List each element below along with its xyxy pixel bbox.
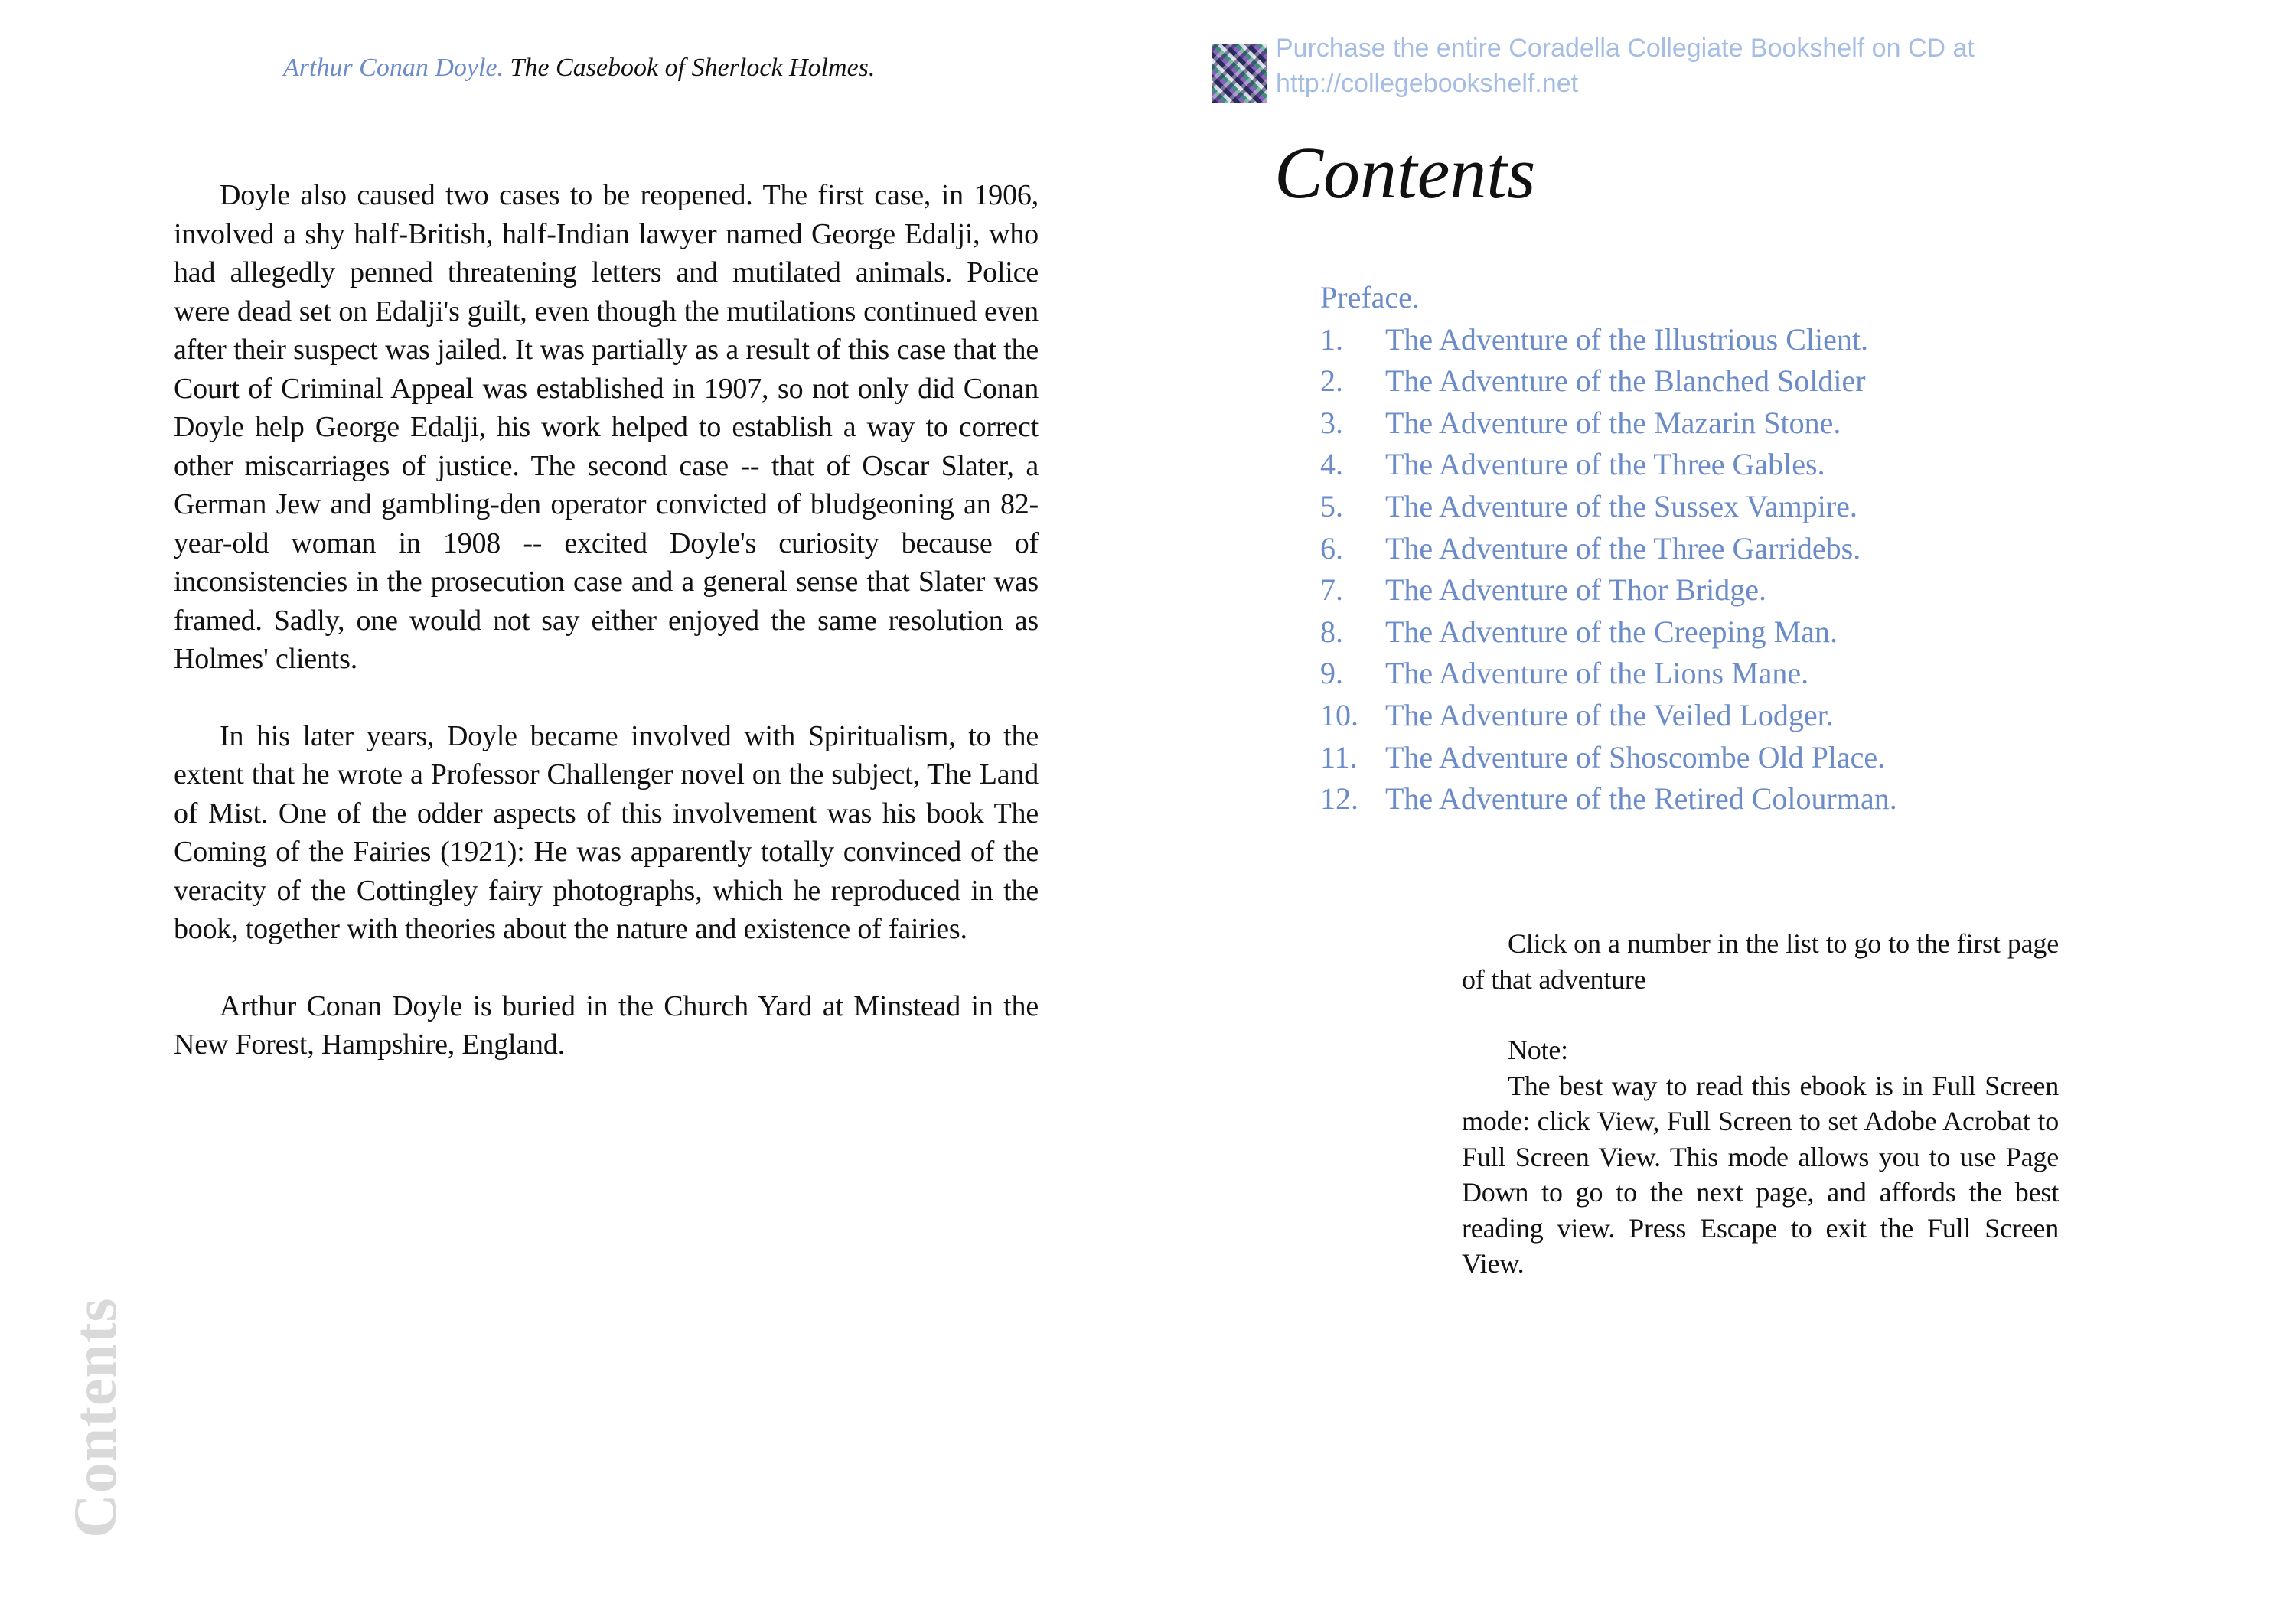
toc-item-number[interactable]: 6.: [1320, 530, 1343, 566]
running-header: [283, 54, 875, 83]
toc-item-label: The Adventure of the Sussex Vampire.: [1385, 488, 1857, 523]
toc-item-8[interactable]: [1320, 611, 1897, 654]
reading-instructions: [1462, 926, 2059, 1282]
right-page: [1148, 0, 2296, 1607]
toc-item-number[interactable]: 1.: [1320, 321, 1343, 357]
toc-item-number[interactable]: 11.: [1320, 739, 1358, 774]
toc-item-5[interactable]: [1320, 486, 1897, 528]
header-book-title: The Casebook of Sherlock Holmes.: [510, 54, 876, 82]
toc-item-label: The Adventure of the Mazarin Stone.: [1385, 405, 1841, 440]
toc-item-label: The Adventure of the Retired Colourman.: [1385, 781, 1897, 817]
toc-item-7[interactable]: [1320, 569, 1897, 611]
toc-item-11[interactable]: [1320, 737, 1897, 779]
paragraph-criminal-cases: Doyle also caused two cases to be reopened. The first case, in 1906, involved a shy half-British, half-Indian lawyer named George Edalji, who had allegedly penned threatening letters and mutilated animals. Police were dead set on Edalji's guilt, even though the mutilations continued even after their suspect was jailed. It was partially as a result of this case that the Court of Criminal Appeal was established in 1907, so not only did Conan Doyle help George Edalji, his work helped to establish a way to correct other miscarriages of justice. The second case -- that of Oscar Slater, a German Jew and gambling-den operator convicted of bludgeoning an 82-year-old woman in 1908 -- excited Doyle's curiosity because of inconsistencies in the prosecution case and a general sense that Slater was framed. Sadly, one would not say either enjoyed the same resolution as Holmes' clients.: [174, 179, 1039, 675]
header-author: Arthur Conan Doyle.: [283, 54, 504, 82]
toc-item-label: The Adventure of the Three Gables.: [1385, 447, 1825, 482]
toc-item-3[interactable]: [1320, 403, 1897, 445]
toc-item-4[interactable]: [1320, 444, 1897, 486]
toc-item-label: The Adventure of Shoscombe Old Place.: [1385, 739, 1886, 774]
table-of-contents: [1320, 277, 1897, 820]
bookshelf-logo-icon[interactable]: [1212, 44, 1267, 103]
toc-item-number[interactable]: 10.: [1320, 697, 1358, 732]
contents-side-tab[interactable]: Contents: [62, 1297, 129, 1538]
toc-item-number[interactable]: 2.: [1320, 363, 1343, 399]
toc-item-number[interactable]: 12.: [1320, 781, 1358, 817]
paragraph-burial: Arthur Conan Doyle is buried in the Church Yard at Minstead in the New Forest, Hampshire, England.: [174, 989, 1039, 1061]
click-hint: Click on a number in the list to go to the first page of that adventure: [1462, 928, 2059, 995]
toc-item-number[interactable]: 5.: [1320, 488, 1343, 523]
toc-item-label: The Adventure of the Three Garridebs.: [1385, 530, 1861, 566]
toc-item-number[interactable]: 3.: [1320, 405, 1343, 440]
promo-text[interactable]: Purchase the entire Coradella Collegiate Bookshelf on CD at: [1276, 34, 1975, 63]
toc-item-preface[interactable]: [1320, 277, 1897, 319]
toc-item-9[interactable]: [1320, 653, 1897, 695]
toc-item-label: The Adventure of the Blanched Soldier: [1385, 363, 1866, 399]
promo-banner: [1276, 31, 1975, 101]
toc-item-number[interactable]: 4.: [1320, 447, 1343, 482]
toc-item-10[interactable]: [1320, 695, 1897, 737]
toc-item-number[interactable]: 8.: [1320, 614, 1343, 649]
toc-item-label: The Adventure of the Veiled Lodger.: [1385, 697, 1834, 732]
contents-heading: Contents: [1274, 132, 1536, 214]
toc-item-12[interactable]: [1320, 778, 1897, 820]
note-label: Note:: [1508, 1035, 1568, 1065]
paragraph-spiritualism: In his later years, Doyle became involved with Spiritualism, to the extent that he wrote a Professor Challenger novel on the subject, The Land of Mist. One of the odder aspects of this involvement was his book The Coming of the Fairies (1921): He was apparently totally convinced of the veracity of the Cottingley fairy photographs, which he reproduced in the book, together with theories about the nature and existence of fairies.: [174, 719, 1039, 945]
biography-text: [174, 176, 1039, 1103]
toc-item-label: The Adventure of the Creeping Man.: [1385, 614, 1838, 649]
toc-item-number[interactable]: 9.: [1320, 656, 1343, 691]
toc-item-6[interactable]: [1320, 528, 1897, 570]
toc-item-1[interactable]: [1320, 319, 1897, 361]
toc-item-label: Preface.: [1320, 280, 1420, 315]
toc-item-2[interactable]: [1320, 360, 1897, 403]
toc-item-number[interactable]: 7.: [1320, 572, 1343, 608]
toc-item-label: The Adventure of Thor Bridge.: [1385, 572, 1767, 608]
toc-item-label: The Adventure of the Lions Mane.: [1385, 656, 1809, 691]
toc-item-label: The Adventure of the Illustrious Client.: [1385, 321, 1868, 357]
note-text: The best way to read this ebook is in Full Screen mode: click View, Full Screen to set Adobe Acrobat to Full Screen View. This mode allows you to use Page Down to go to the next page, and affords the best reading view. Press Escape to exit the Full Screen View.: [1462, 1070, 2059, 1279]
promo-link[interactable]: http://collegebookshelf.net: [1276, 69, 1579, 98]
